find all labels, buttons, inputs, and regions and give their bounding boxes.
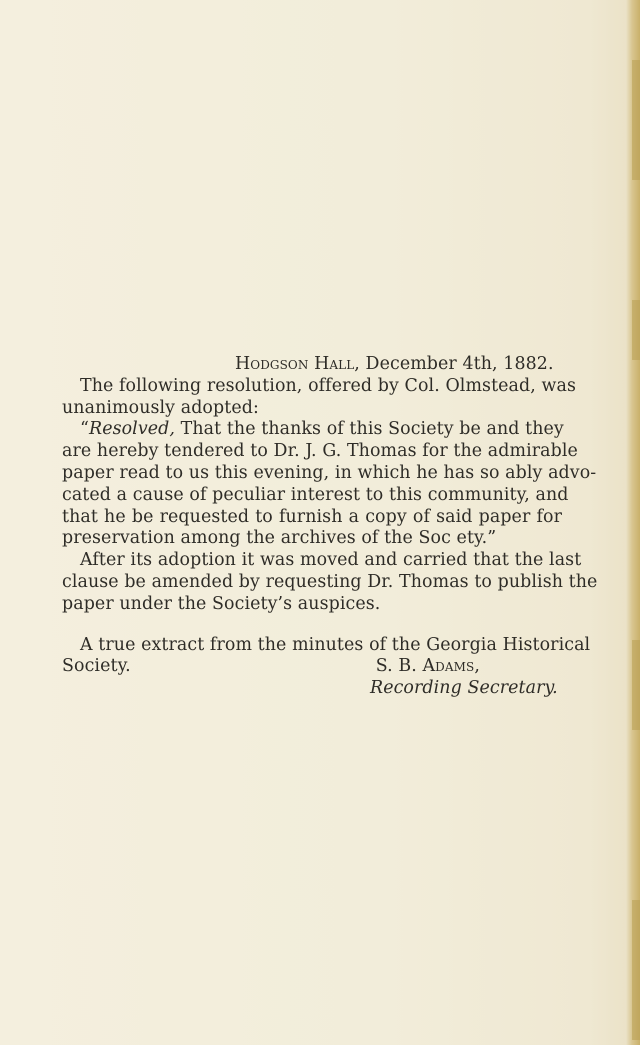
paragraph-gap [62, 616, 562, 635]
intro-line-2: unanimously adopted: [62, 397, 259, 418]
amendment-line: paper under the Society’s auspices. [62, 593, 381, 614]
amendment-line: After its adoption it was moved and carried that the last [80, 550, 582, 571]
resolution-first-line-rest: That the thanks of this Society be and they [175, 419, 564, 440]
resolution-line-1 [62, 419, 562, 441]
heading-line [62, 354, 562, 376]
signature-surname: Adams, [422, 656, 480, 677]
signature-initials: S. B. [375, 656, 423, 677]
edge-stain-spot [632, 300, 640, 360]
resolution-line: are hereby tendered to Dr. J. G. Thomas for the admirable [62, 441, 578, 462]
extract-society-word: Society. [62, 656, 131, 677]
edge-stain-spot [632, 640, 640, 730]
resolved-word: Resolved, [89, 419, 176, 440]
extract-line-1: A true extract from the minutes of the Georgia Historical [80, 634, 591, 655]
intro-line-1: The following resolution, offered by Col. Olmstead, was [80, 375, 576, 396]
extract-line-2 [62, 656, 562, 678]
amendment-line: clause be amended by requesting Dr. Thomas to publish the [62, 571, 598, 592]
signature-title: Recording Secretary. [370, 678, 558, 699]
edge-stain-spot [632, 60, 640, 180]
document-text [62, 354, 598, 700]
heading-place-suffix: Hall [314, 354, 355, 374]
edge-stain-spot [632, 900, 640, 1040]
resolution-line: that he be requested to furnish a copy of said paper for [62, 506, 562, 527]
signature-name [376, 656, 562, 678]
heading-place-prefix: Hodgson [235, 354, 309, 374]
resolution-line: cated a cause of peculiar interest to this community, and [62, 484, 569, 505]
resolution-line: paper read to us this evening, in which he has so ably advo- [62, 462, 597, 483]
resolution-line: preservation among the archives of the Soc ety.” [62, 528, 497, 549]
heading-date: , December 4th, 1882. [354, 354, 554, 374]
open-quote: “ [80, 419, 89, 440]
